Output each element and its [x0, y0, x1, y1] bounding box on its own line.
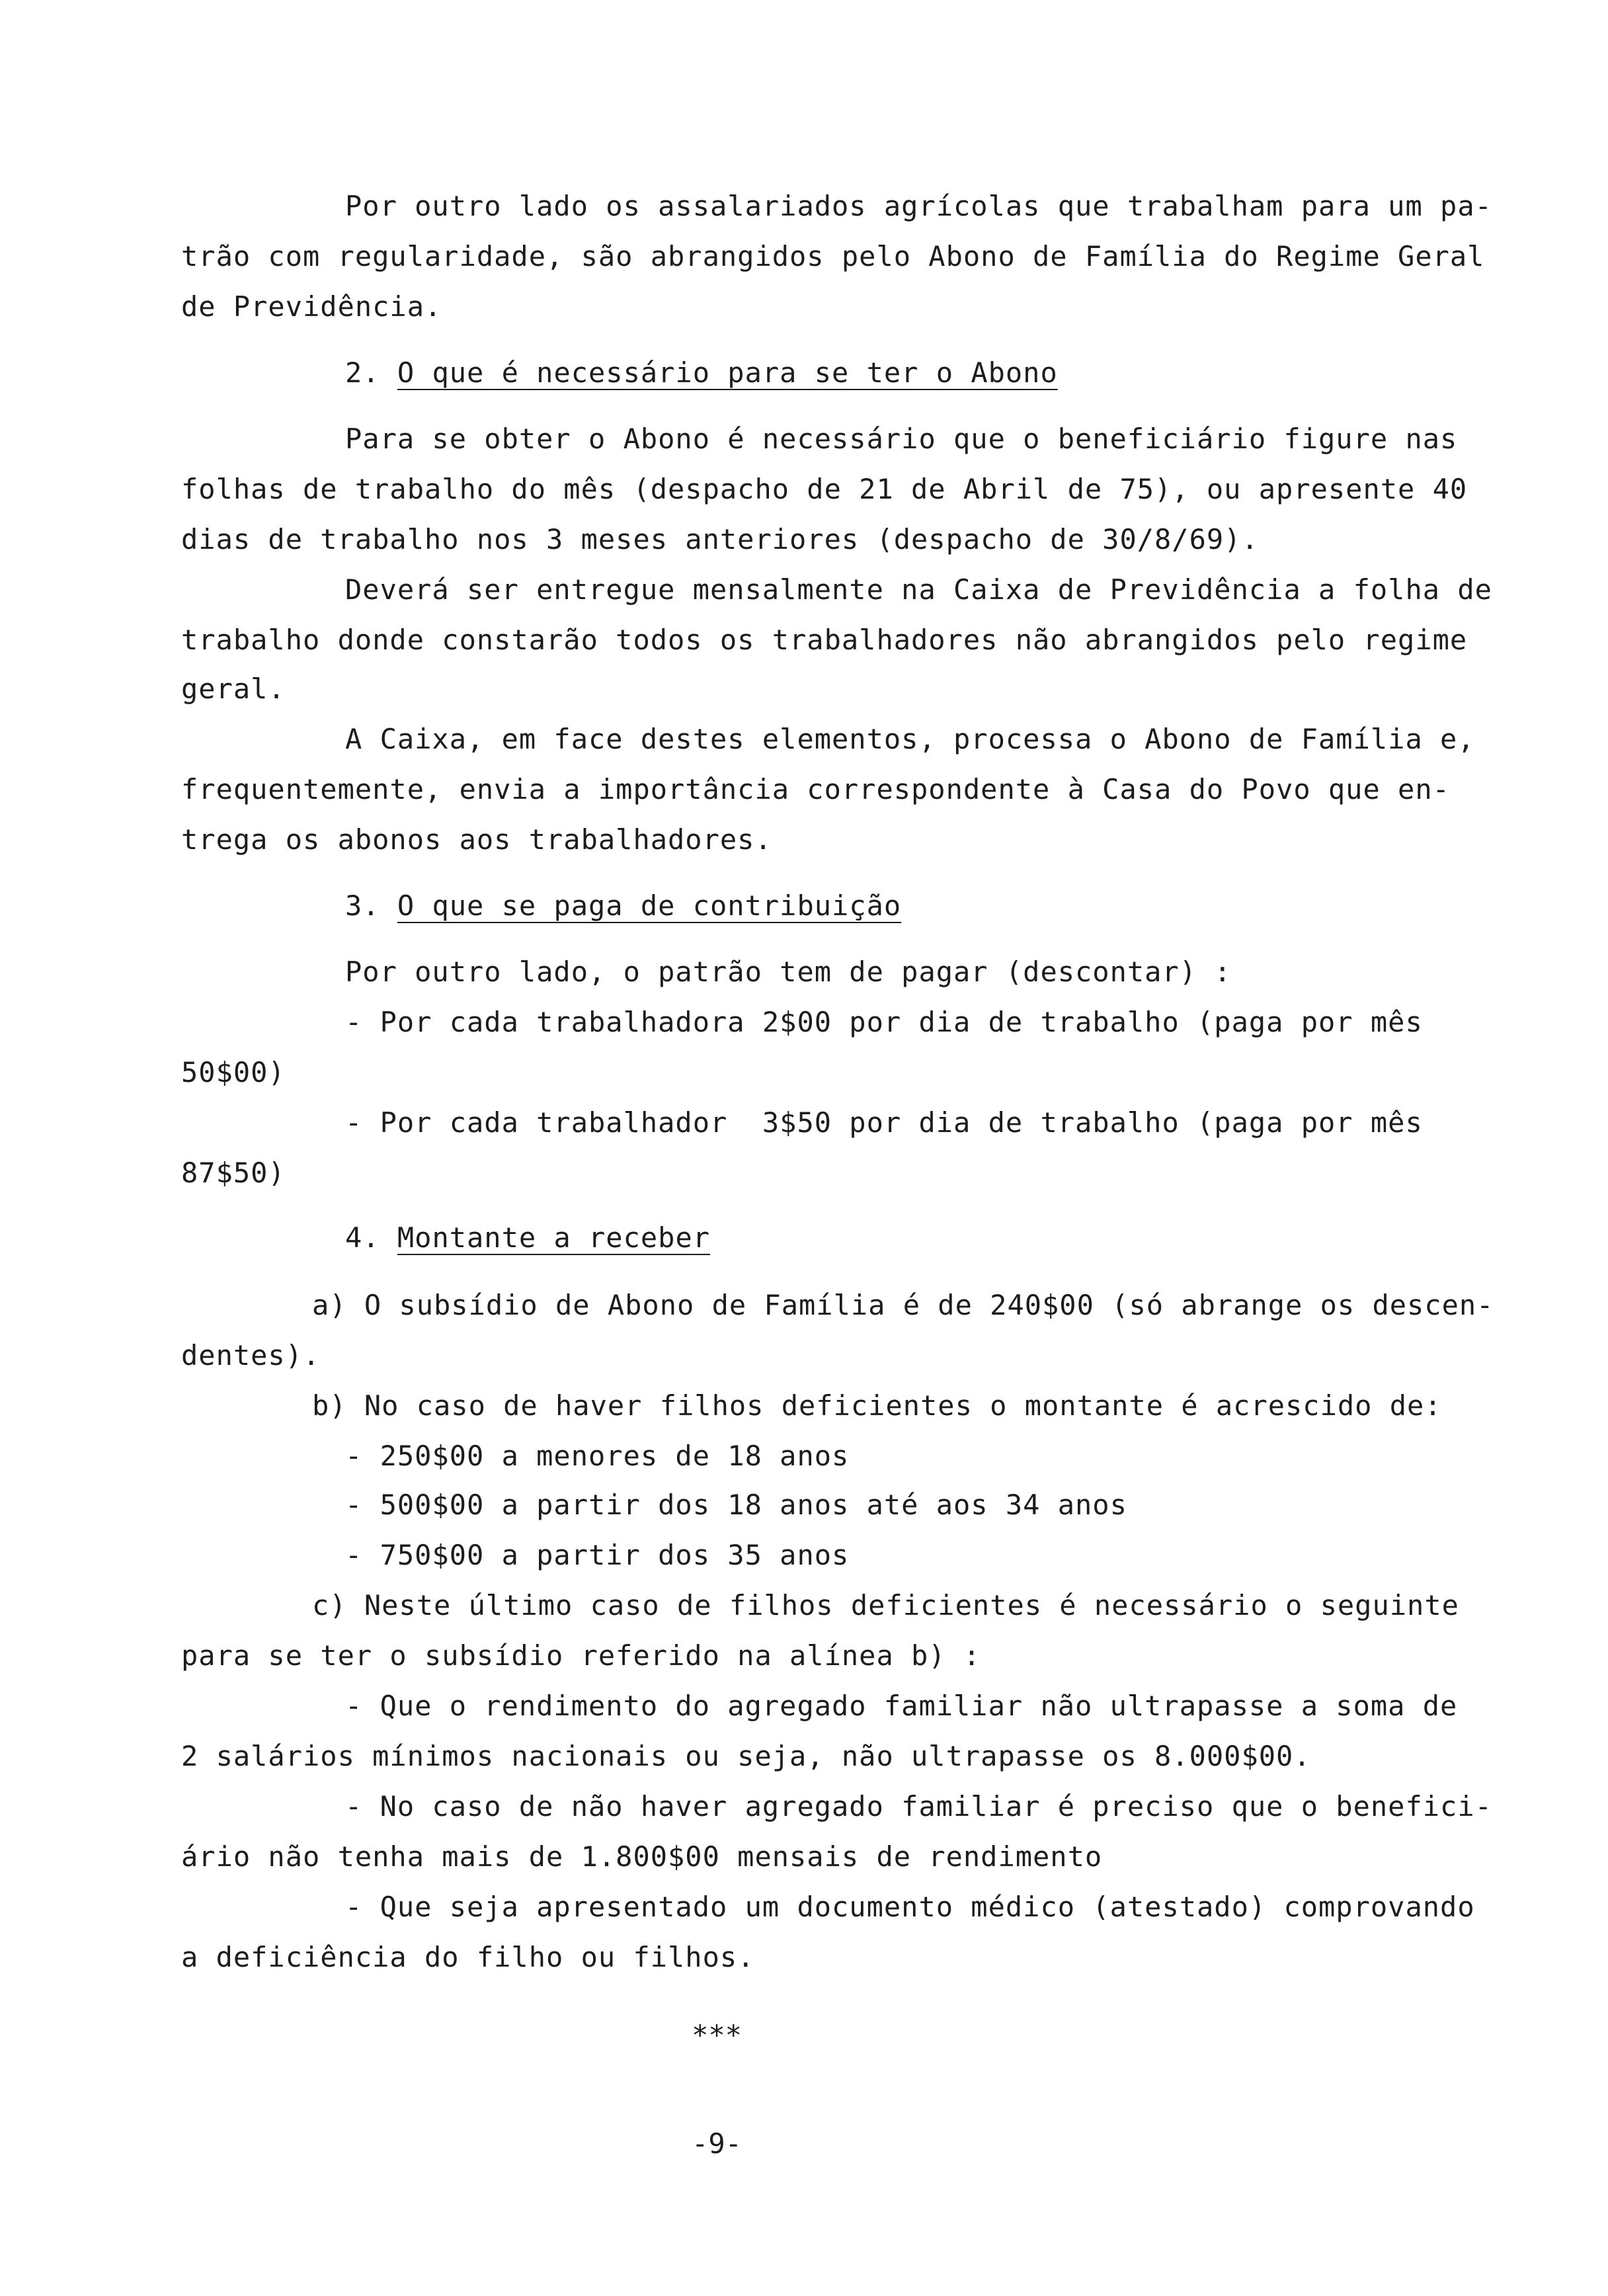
section-4-condition-2-line-2: ário não tenha mais de 1.800$00 mensais de rendimento: [181, 1840, 1103, 1873]
section-2-para-1-line-1: Para se obter o Abono é necessário que o beneficiário figure nas: [345, 423, 1458, 455]
section-2-para-2-line-3: geral.: [181, 673, 286, 705]
section-4-condition-1-line-1: - Que o rendimento do agregado familiar não ultrapasse a soma de: [345, 1690, 1458, 1722]
section-2-para-3-line-3: trega os abonos aos trabalhadores.: [181, 823, 772, 856]
section-2-para-1-line-3: dias de trabalho nos 3 meses anteriores (despacho de 30/8/69).: [181, 523, 1259, 555]
section-4-item-b-list-1: - 250$00 a menores de 18 anos: [345, 1440, 850, 1472]
section-4-item-c-line-1: c) Neste último caso de filhos deficientes é necessário o seguinte: [312, 1589, 1459, 1621]
section-2-heading: [345, 354, 1058, 391]
section-3-item-1-line-1: - Por cada trabalhadora 2$00 por dia de trabalho (paga por mês: [345, 1006, 1423, 1038]
section-3-item-1-line-2: 50$00): [181, 1056, 286, 1088]
section-4-condition-1-line-2: 2 salários mínimos nacionais ou seja, não ultrapasse os 8.000$00.: [181, 1740, 1311, 1772]
section-4-condition-3-line-1: - Que seja apresentado um documento médico (atestado) comprovando: [345, 1891, 1475, 1923]
section-3-heading: [345, 887, 901, 924]
section-2-para-2-line-1: Deverá ser entregue mensalmente na Caixa de Previdência a folha de: [345, 573, 1492, 606]
section-4-condition-3-line-2: a deficiência do filho ou filhos.: [181, 1941, 755, 1973]
separator: ***: [692, 2019, 742, 2051]
section-2-para-1-line-2: folhas de trabalho do mês (despacho de 21 de Abril de 75), ou apresente 40: [181, 473, 1468, 505]
section-4-item-c-line-2: para se ter o subsídio referido na alínea b) :: [181, 1639, 981, 1672]
section-3-title: O que se paga de contribuição: [397, 889, 902, 922]
section-2-para-2-line-2: trabalho donde constarão todos os trabalhadores não abrangidos pelo regime: [181, 624, 1468, 656]
section-3-number: 3.: [345, 889, 380, 922]
section-4-item-a-line-1: a) O subsídio de Abono de Família é de 240$00 (só abrange os descen-: [312, 1289, 1494, 1321]
page-number: -9-: [692, 2127, 742, 2160]
paragraph-1-line-1: Por outro lado os assalariados agrícolas que trabalham para um pa-: [345, 190, 1492, 222]
section-2-title: O que é necessário para se ter o Abono: [397, 356, 1058, 389]
section-3-intro: Por outro lado, o patrão tem de pagar (descontar) :: [345, 956, 1232, 988]
paragraph-1-line-2: trão com regularidade, são abrangidos pelo Abono de Família do Regime Geral: [181, 240, 1485, 272]
section-2-para-3-line-2: frequentemente, envia a importância correspondente à Casa do Povo que en-: [181, 773, 1450, 805]
section-3-item-2-line-2: 87$50): [181, 1157, 286, 1189]
section-4-heading: [345, 1219, 710, 1256]
section-4-item-b: b) No caso de haver filhos deficientes o montante é acrescido de:: [312, 1389, 1442, 1422]
section-4-title: Montante a receber: [397, 1221, 711, 1254]
section-3-item-2-line-1: - Por cada trabalhador 3$50 por dia de trabalho (paga por mês: [345, 1106, 1423, 1139]
section-4-item-a-line-2: dentes).: [181, 1339, 321, 1372]
section-4-condition-2-line-1: - No caso de não haver agregado familiar é preciso que o benefici-: [345, 1790, 1492, 1823]
section-4-item-b-list-2: - 500$00 a partir dos 18 anos até aos 34 anos: [345, 1489, 1127, 1521]
section-2-number: 2.: [345, 356, 380, 389]
section-2-para-3-line-1: A Caixa, em face destes elementos, processa o Abono de Família e,: [345, 723, 1475, 755]
paragraph-1-line-3: de Previdência.: [181, 290, 442, 323]
section-4-number: 4.: [345, 1221, 380, 1254]
section-4-item-b-list-3: - 750$00 a partir dos 35 anos: [345, 1539, 850, 1571]
